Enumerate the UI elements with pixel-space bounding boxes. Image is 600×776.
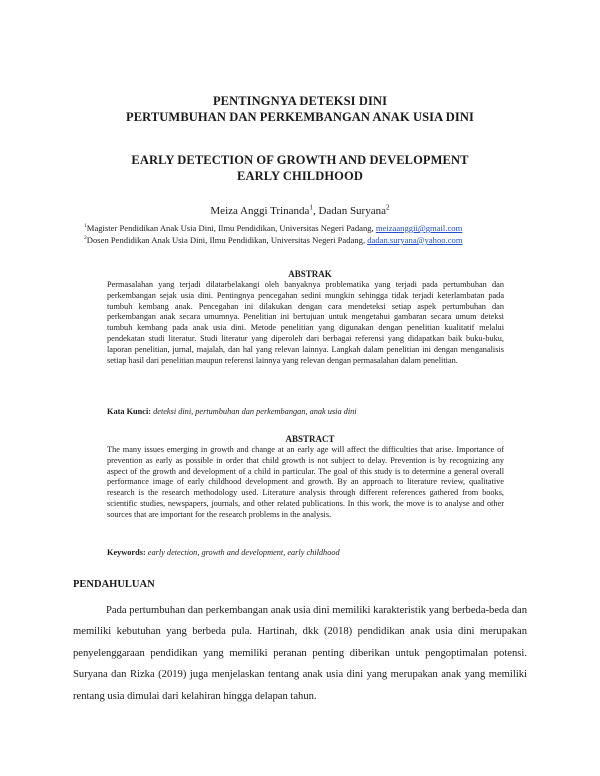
- title-english-line-1: EARLY DETECTION OF GROWTH AND DEVELOPMENT: [131, 153, 469, 167]
- affiliation-1: [84, 223, 534, 234]
- abstrak-body: Permasalahan yang terjadi dilatarbelakangi oleh banyaknya problematika yang terjadi pada pertumbuhan dan perkembangan sejak usia dini. Pentingnya pencegahan sedini mungkin sehingga tidak terjadi keterlambatan pada tumbuh kembang anak. Pencegahan ini dilakukan dengan cara mendeteksi setiap aspek pertumbuhan dan perkembangan anak secara umumnya. Penelitian ini bertujuan untuk mengetahui gambaran secara umum deteksi tumbuh kembang pada anak usia dini. Metode penelitian yang digunakan dengan penelitian kualitatif melalui pendekatan studi literatur. Studi literatur yang diperoleh dari berbagai referensi yang didapatkan baik buku-buku, laporan penelitian, jurnal, majalah, dan hal yang relevan lainnya. Langkah dalam penelitian ini dengan menganalisis setiap hasil dari penelitian maupun referensi lainnya yang relevan dengan permasalahan dalam penelitian.: [107, 280, 504, 365]
- title-indonesian: [60, 93, 540, 125]
- kata-kunci-label: Kata Kunci:: [107, 407, 154, 416]
- section-heading-pendahuluan: PENDAHULUAN: [73, 579, 155, 590]
- affiliation-2: [84, 235, 534, 246]
- affiliation-text-1: Magister Pendidikan Anak Usia Dini, Ilmu Pendidikan, Universitas Negeri Padang,: [86, 223, 376, 233]
- affiliation-mark-2: 2: [84, 235, 87, 242]
- keywords-label: Keywords:: [107, 548, 148, 557]
- title-indonesian-line-2: PERTUMBUHAN DAN PERKEMBANGAN ANAK USIA DINI: [126, 110, 474, 124]
- author-name-1: Meiza Anggi Trinanda: [210, 205, 310, 217]
- author-affiliation-mark-2: 2: [386, 203, 390, 212]
- intro-paragraph: Pada pertumbuhan dan perkembangan anak usia dini memiliki karakteristik yang berbeda-beda dan memiliki kebutuhan yang berbeda pula. Hartinah, dkk (2018) pendidikan anak usia dini merupakan penyelenggaraan pendidikan yang memiliki peranan penting diberikan untuk pengoptimalan potensi. Suryana dan Rizka (2019) juga menjelaskan tentang anak usia dini yang merupakan anak yang memiliki rentang usia dimulai dari kelahiran hingga delapan tahun.: [73, 605, 527, 702]
- author-affiliation-mark-1: 1: [309, 203, 313, 212]
- abstract-heading: ABSTRACT: [285, 434, 335, 444]
- keywords: [107, 548, 527, 557]
- title-english-line-2: EARLY CHILDHOOD: [237, 169, 363, 183]
- affiliation-mark-1: 1: [84, 223, 87, 230]
- author-name-2: Dadan Suryana: [318, 205, 386, 217]
- abstract-body: The many issues emerging in growth and change at an early age will affect the difficulties that arise. Importance of prevention as early as possible in order that child growth is not subject to delay. Prevention is by recognizing any aspect of the growth and development of a child in particular. The goal of this study is to determine a general overall performance image of early childhood development and growth. By an approach to literature review, qualitative research is the research methodology used. Literature analysis through different references gathered from books, scientific studies, newspapers, journals, and other related publications. In this work, the move is to analyse and other sources that are important for the research problems in the analysis.: [107, 445, 504, 519]
- affiliation-text-2: Dosen Pendidikan Anak Usia Dini, Ilmu Pendidikan, Universitas Negeri Padang,: [86, 235, 368, 245]
- title-indonesian-line-1: PENTINGNYA DETEKSI DINI: [212, 94, 388, 108]
- keywords-values: early detection, growth and development, early childhood: [147, 548, 340, 557]
- abstrak-heading: ABSTRAK: [288, 269, 332, 279]
- title-english: [60, 152, 540, 184]
- email-link-2[interactable]: dadan.suryana@yahoo.com: [367, 235, 463, 245]
- kata-kunci-values: deteksi dini, pertumbuhan dan perkembangan, anak usia dini: [153, 407, 357, 416]
- kata-kunci: [107, 407, 527, 416]
- author-list: [60, 205, 540, 217]
- author-separator: ,: [312, 205, 319, 217]
- email-link-1[interactable]: meizaanggii@gmail.com: [375, 223, 463, 233]
